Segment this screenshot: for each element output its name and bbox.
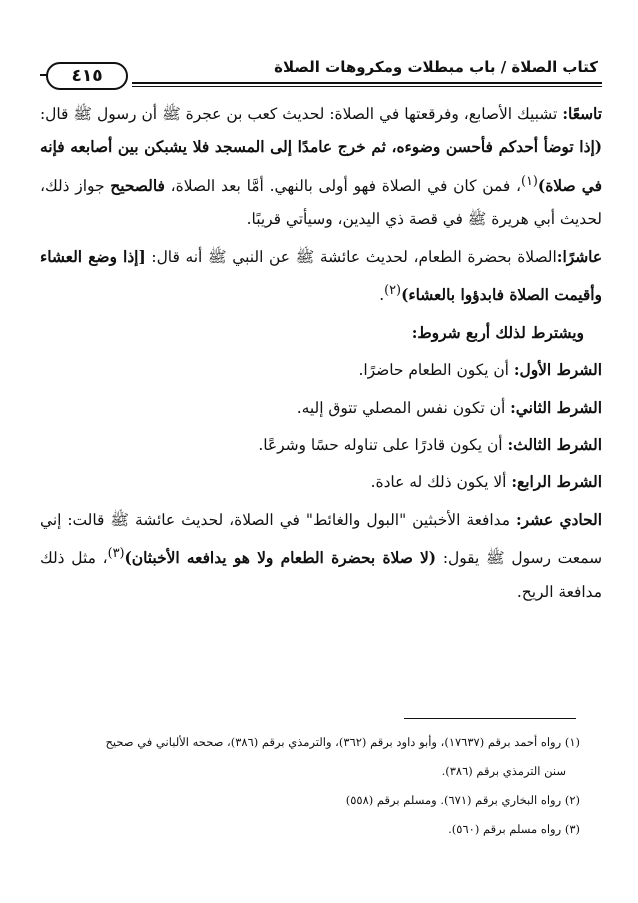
conditions-intro: ويشترط لذلك أربع شروط: bbox=[411, 323, 584, 342]
footnote-ref: (٣) bbox=[107, 546, 125, 562]
footnote: (٣) رواه مسلم برقم (٥٦٠). bbox=[448, 822, 580, 836]
page-header bbox=[40, 52, 602, 86]
paragraph-ninth bbox=[40, 98, 602, 237]
condition-text: ألا يكون ذلك له عادة. bbox=[370, 473, 512, 492]
footnote-ref: (١) bbox=[521, 173, 538, 189]
condition-text: أن يكون الطعام حاضرًا. bbox=[358, 361, 514, 380]
paragraph-text: . bbox=[379, 286, 385, 305]
condition-text: أن يكون قادرًا على تناوله حسًا وشرعًا. bbox=[258, 435, 508, 454]
section-lead: الحادي عشر: bbox=[515, 510, 602, 529]
hadith-quote: (إذا توضأ أحدكم فأحسن وضوءه، ثم خرج عامدًا إلى المسجد فلا يشبكن بين أصابعه فإنه في صلاة) bbox=[40, 138, 602, 195]
condition-label: الشرط الأول: bbox=[513, 361, 602, 380]
paragraph-text: الصلاة بحضرة الطعام، لحديث عائشة ﷺ عن النبي ﷺ أنه قال: bbox=[145, 247, 557, 266]
condition-label: الشرط الثاني: bbox=[510, 398, 602, 417]
header-rule-thin bbox=[132, 86, 602, 87]
hadith-quote: (لا صلاة بحضرة الطعام ولا هو يدافعه الأخبثان) bbox=[124, 549, 437, 568]
footnote: (١) رواه أحمد برقم (١٧٦٣٧)، وأبو داود برقم (٣٦٢)، والترمذي برقم (٣٨٦)، صححه الألباني في صحيح bbox=[105, 735, 580, 749]
footnote-separator bbox=[404, 718, 576, 719]
condition-text: أن تكون نفس المصلي تتوق إليه. bbox=[296, 398, 511, 417]
paragraph-text: مدافعة الأخبثين "البول والغائط" في الصلاة، لحديث عائشة ﷺ قالت: إني سمعت رسول ﷺ يقول: bbox=[40, 510, 602, 568]
paragraph-text: تشبيك الأصابع، وفرقعتها في الصلاة: لحديث كعب بن عجرة ﷺ أن رسول ﷺ قال: bbox=[40, 105, 563, 123]
condition-item bbox=[40, 466, 602, 499]
condition-item bbox=[40, 429, 602, 462]
section-lead: عاشرًا: bbox=[556, 247, 602, 266]
header-rule bbox=[132, 82, 602, 84]
paragraph-text: جواز ذلك، لحديث أبي هريرة ﷺ في قصة ذي اليدين، وسيأتي قريبًا. bbox=[40, 176, 602, 229]
hadith-quote: [إذا وضع العشاء وأقيمت الصلاة فابدؤوا بالعشاء) bbox=[40, 247, 602, 305]
paragraph-text: ، مثل ذلك مدافعة الريح. bbox=[40, 549, 602, 601]
condition-item bbox=[40, 354, 602, 387]
main-text bbox=[40, 98, 602, 609]
book-title: كتاب الصلاة / باب مبطلات ومكروهات الصلاة bbox=[274, 58, 598, 76]
condition-item bbox=[40, 392, 602, 425]
paragraph-text: ، فمن كان في الصلاة فهو أولى بالنهي. أمَّا بعد الصلاة، bbox=[164, 176, 521, 195]
footnote: (٢) رواه البخاري برقم (٦٧١). ومسلم برقم (٥٥٨) bbox=[345, 793, 580, 807]
page-number-badge bbox=[46, 62, 128, 90]
section-lead: تاسعًا: bbox=[562, 105, 602, 123]
emphasis-text: فالصحيح bbox=[110, 176, 165, 195]
paragraph-tenth bbox=[40, 241, 602, 313]
condition-label: الشرط الثالث: bbox=[507, 435, 602, 454]
footnote-ref: (٢) bbox=[384, 283, 402, 299]
footnotes bbox=[40, 728, 580, 844]
paragraph-eleventh bbox=[40, 504, 602, 609]
condition-label: الشرط الرابع: bbox=[511, 473, 602, 492]
footnote-continuation: سنن الترمذي برقم (٣٨٦). bbox=[441, 764, 566, 778]
page-number: ٤١٥ bbox=[71, 66, 103, 86]
